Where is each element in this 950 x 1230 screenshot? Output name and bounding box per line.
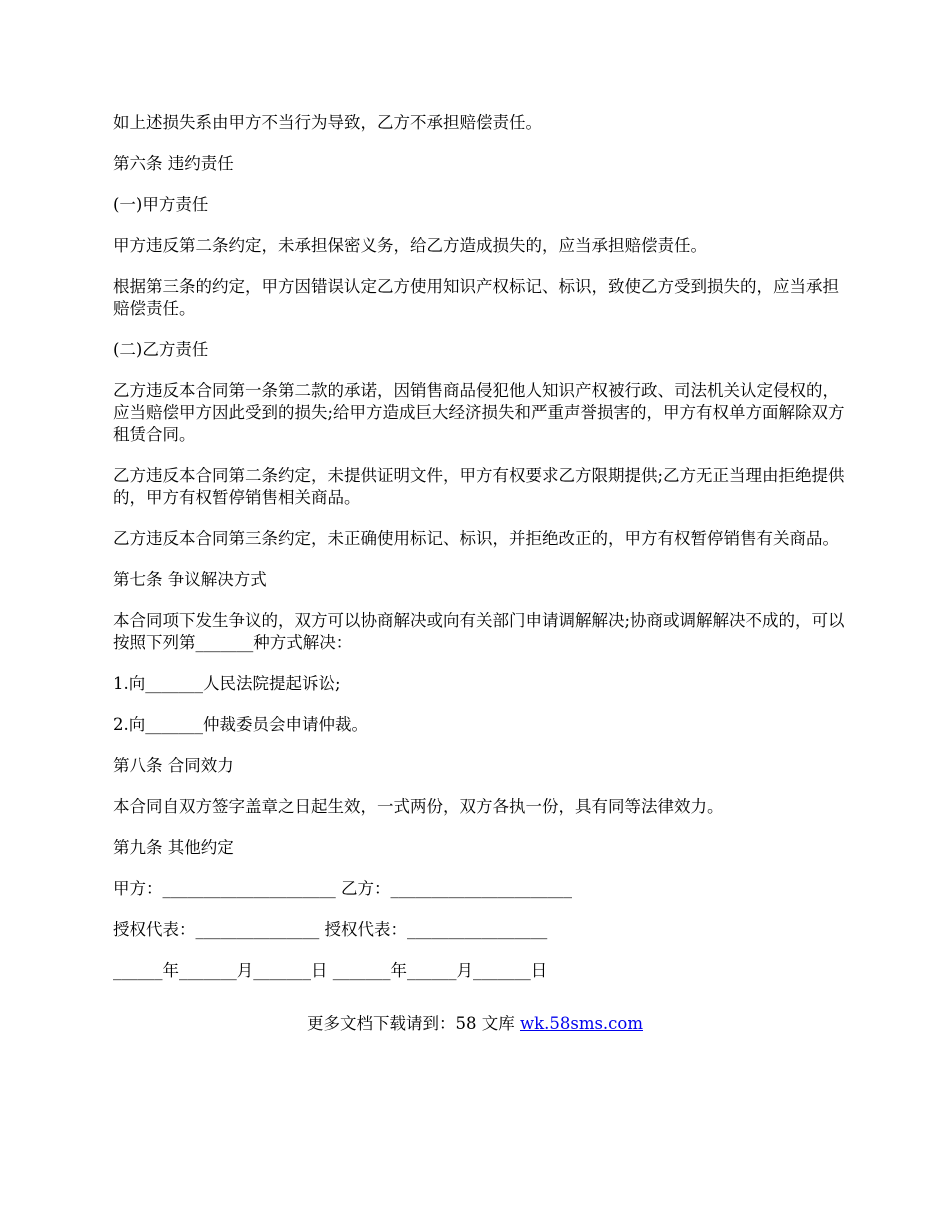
subsection-heading: (二)乙方责任	[113, 340, 209, 359]
list-item: 1.向_______人民法院提起诉讼;	[113, 674, 341, 693]
section-heading: 第六条 违约责任	[113, 154, 234, 173]
paragraph: 乙方违反本合同第一条第二款的承诺，因销售商品侵犯他人知识产权被行政、司法机关认定侵权的，应当赔偿甲方因此受到的损失;给甲方造成巨大经济损失和严重声誉损害的，甲方有权单方面解除双方租赁合同。	[113, 381, 845, 444]
list-item: 2.向_______仲裁委员会申请仲裁。	[113, 715, 368, 734]
signature-representatives-line: 授权代表：_______________ 授权代表：_________________	[113, 920, 548, 939]
signature-date-line: ______年_______月_______日 _______年______月_______日	[113, 961, 548, 980]
footer-link[interactable]: wk.58sms.com	[519, 1014, 643, 1033]
paragraph: 本合同自双方签字盖章之日起生效，一式两份，双方各执一份，具有同等法律效力。	[113, 797, 724, 816]
paragraph: 根据第三条的约定，甲方因错误认定乙方使用知识产权标记、标识，致使乙方受到损失的，应当承担赔偿责任。	[113, 277, 839, 318]
paragraph: 乙方违反本合同第三条约定，未正确使用标记、标识，并拒绝改正的，甲方有权暂停销售有关商品。	[113, 529, 839, 548]
section-heading: 第八条 合同效力	[113, 756, 234, 775]
paragraph: 如上述损失系由甲方不当行为导致，乙方不承担赔偿责任。	[113, 113, 542, 132]
paragraph: 乙方违反本合同第二条约定，未提供证明文件，甲方有权要求乙方限期提供;乙方无正当理由拒绝提供的，甲方有权暂停销售相关商品。	[113, 466, 845, 507]
footer-text: 更多文档下载请到：58 文库	[306, 1014, 520, 1033]
signature-parties-line: 甲方：_____________________ 乙方：______________________	[113, 879, 572, 898]
download-footer	[0, 1013, 950, 1035]
section-heading: 第七条 争议解决方式	[113, 570, 267, 589]
paragraph: 甲方违反第二条约定，未承担保密义务，给乙方造成损失的，应当承担赔偿责任。	[113, 236, 707, 255]
subsection-heading: (一)甲方责任	[113, 195, 209, 214]
paragraph: 本合同项下发生争议的，双方可以协商解决或向有关部门申请调解解决;协商或调解解决不成的，可以按照下列第_______种方式解决：	[113, 611, 845, 652]
section-heading: 第九条 其他约定	[113, 838, 234, 857]
document-body	[113, 112, 853, 1001]
